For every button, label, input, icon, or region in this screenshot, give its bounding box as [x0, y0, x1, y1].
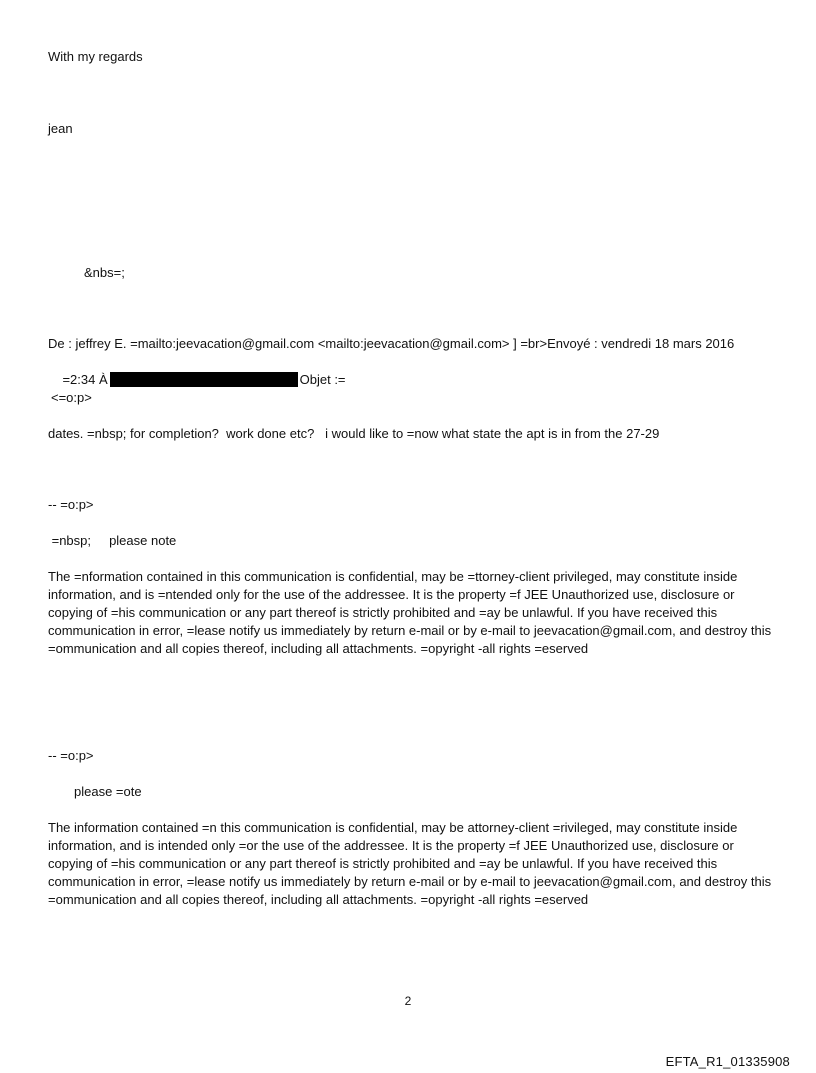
header-time-to: =2:34 À: [62, 372, 108, 387]
signature-name: jean: [48, 121, 73, 136]
confidentiality-disclaimer-2: The information contained =n this communication is confidential, may be attorney-client =rivileged, may constitute inside information, and is intended only =or the use of the addressee. It is the property =f JEE Unauthorized use, disclosure or copying of =his communication or any part thereof is strictly prohibited and =ay be unlawful. If you have received this communication in error, =lease notify us immediately by return e-mail or by e-mail to jeevacation@gmail.com, and destroy this =ommunication and all copies thereof, including all attachments. =opyright -all rights =eserved: [48, 820, 772, 907]
please-note-label-1: =nbsp; please note: [48, 533, 177, 548]
page-number: 2: [404, 994, 412, 1008]
signature-separator-1: -- =o:p>: [48, 497, 94, 512]
closing-text: With my regards: [48, 49, 143, 64]
email-body-text: dates. =nbsp; for completion? work done etc? i would like to =now what state the apt is in from the 27-29: [48, 426, 660, 441]
confidentiality-disclaimer-1: The =nformation contained in this communication is confidential, may be =ttorney-client privileged, may constitute inside information, and is =ntended only for the use of the addressee. It is the property =f JEE Unauthorized use, disclosure or copying of =his communication or any part thereof is strictly prohibited and =ay be unlawful. If you have received this communication in error, =lease notify us immediately by return e-mail or by e-mail to jeevacation@gmail.com, and destroy this =ommunication and all copies thereof, including all attachments. =opyright -all rights =eserved: [48, 569, 772, 656]
op-tag-text: <=o:p>: [51, 390, 92, 405]
please-note-label-2: please =ote: [74, 784, 142, 799]
email-header-from-line: De : jeffrey E. =mailto:jeevacation@gmail.com <mailto:jeevacation@gmail.com> ] =br>Envoyé : vendredi 18 mars 2016: [48, 336, 735, 351]
redaction-bar: [110, 372, 298, 387]
nbs-artifact-text: &nbs=;: [84, 265, 125, 280]
header-subject: Objet :=: [299, 372, 346, 387]
bates-stamp: EFTA_R1_01335908: [665, 1054, 790, 1069]
email-header-to-line: [48, 353, 346, 407]
signature-separator-2: -- =o:p>: [48, 748, 94, 763]
